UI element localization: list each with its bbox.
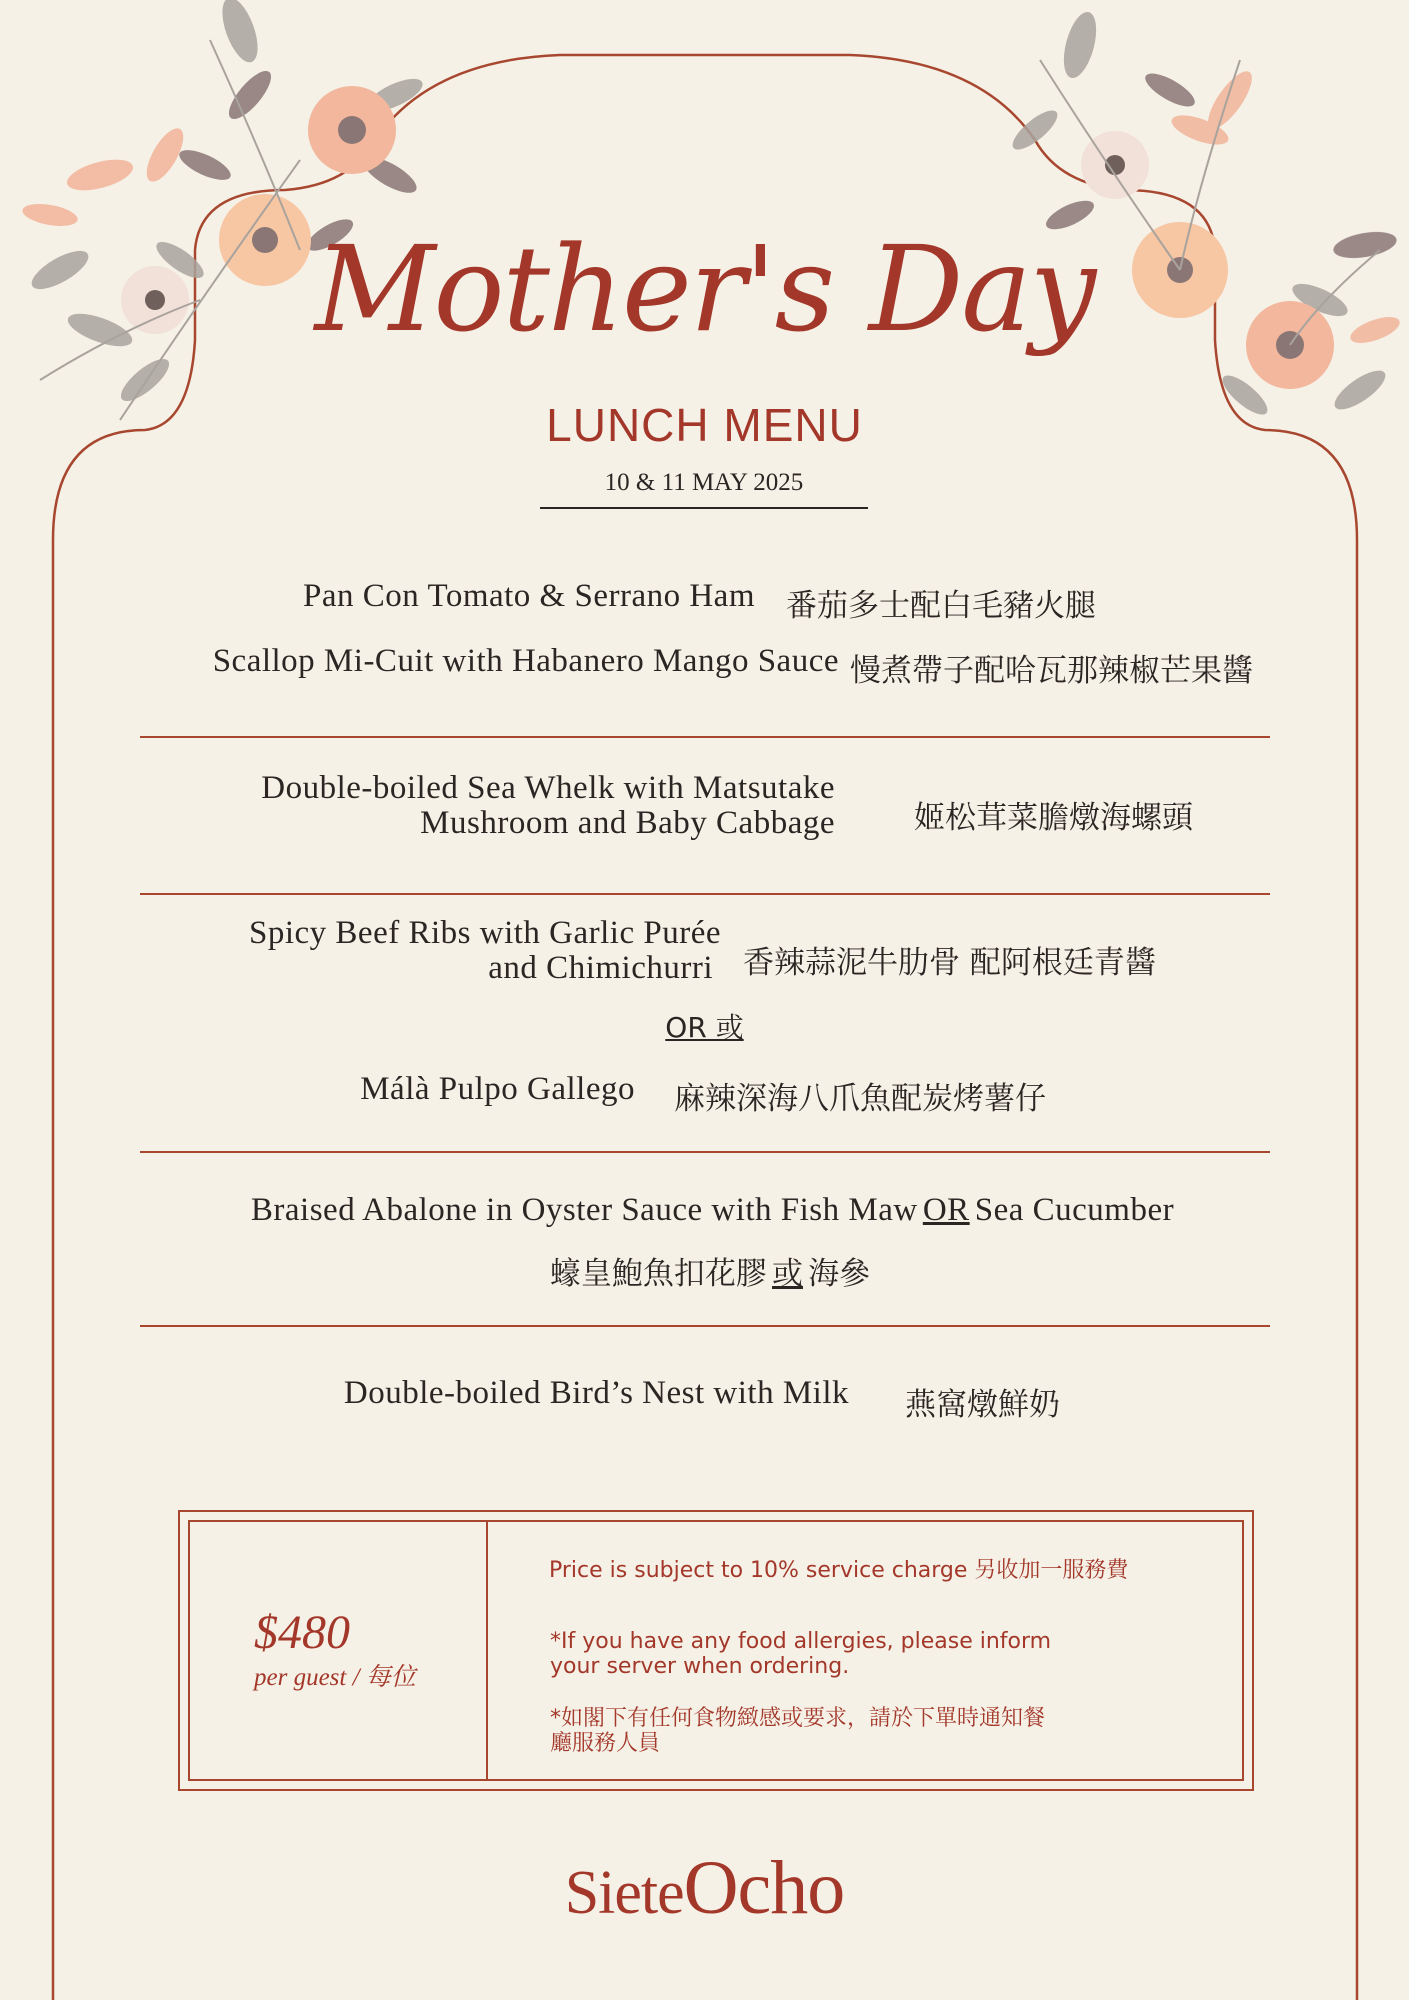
section-divider (140, 736, 1270, 738)
peach-flower-left-1 (308, 86, 396, 174)
dish-sea-whelk-zh: 姬松茸菜膽燉海螺頭 (914, 800, 1193, 836)
choice-or-label: OR 或 (665, 1011, 744, 1044)
dish-sea-whelk-en-line1: Double-boiled Sea Whelk with Matsutake (261, 770, 835, 806)
dish-abalone-zh-part1: 蠔皇鮑魚扣花膠 (549, 1256, 767, 1292)
dish-scallop-zh: 慢煮帶子配哈瓦那辣椒芒果醬 (850, 653, 1253, 689)
allergy-note-en-line2: your server when ordering. (550, 1654, 850, 1679)
dish-scallop-en: Scallop Mi-Cuit with Habanero Mango Sauce (212, 643, 839, 679)
dish-beef-ribs-en-line2: and Chimichurri (488, 950, 713, 986)
dish-pan-con-tomato-en: Pan Con Tomato & Serrano Ham (303, 578, 755, 614)
cream-flower-right (1081, 131, 1149, 199)
dish-pulpo-en: Málà Pulpo Gallego (360, 1071, 635, 1107)
price-value: $480 (254, 1606, 350, 1659)
dish-abalone-zh-or: 或 (772, 1256, 803, 1292)
dish-beef-ribs-zh: 香辣蒜泥牛肋骨 配阿根廷青醬 (743, 945, 1156, 981)
event-date: 10 & 11 MAY 2025 (540, 469, 868, 509)
price-per-guest: per guest / 每位 (254, 1664, 416, 1691)
dish-abalone-en-part2: Sea Cucumber (974, 1192, 1175, 1228)
allergy-note-zh-line1: *如閣下有任何食物緻感或要求，請於下單時通知餐 (550, 1706, 1046, 1731)
dish-abalone-en (0, 1192, 1409, 1229)
section-divider (140, 1325, 1270, 1327)
logo-siete: Siete (564, 1859, 684, 1927)
dish-birds-nest-en: Double-boiled Bird’s Nest with Milk (343, 1375, 849, 1411)
allergy-note-zh-line2: 廳服務人員 (550, 1731, 661, 1756)
price-box-divider (486, 1520, 488, 1781)
restaurant-logo (0, 1845, 1409, 1932)
section-divider (140, 893, 1270, 895)
service-charge-note: Price is subject to 10% service charge 另收加一服務費 (549, 1558, 1129, 1583)
dish-birds-nest-zh: 燕窩燉鮮奶 (905, 1387, 1060, 1423)
menu-subtitle: LUNCH MENU (546, 399, 863, 451)
logo-ocho: Ocho (683, 1846, 845, 1930)
right-floral-decoration (1007, 9, 1403, 421)
dish-abalone-zh-part2: 海參 (808, 1256, 871, 1292)
dish-abalone-en-part1: Braised Abalone in Oyster Sauce with Fish Maw (250, 1192, 918, 1228)
allergy-note-en-line1: *If you have any food allergies, please inform (550, 1629, 1052, 1654)
menu-title: Mother's Day (314, 220, 1095, 358)
dish-sea-whelk-en-line2: Mushroom and Baby Cabbage (420, 805, 835, 841)
dish-pulpo-zh: 麻辣深海八爪魚配炭烤薯仔 (674, 1081, 1046, 1117)
dish-abalone-en-or: OR (922, 1192, 970, 1228)
dish-abalone-zh (0, 1248, 1409, 1293)
dish-pan-con-tomato-zh: 番茄多士配白毛豬火腿 (786, 588, 1096, 624)
section-divider (140, 1151, 1270, 1153)
dish-beef-ribs-en-line1: Spicy Beef Ribs with Garlic Purée (249, 915, 721, 951)
